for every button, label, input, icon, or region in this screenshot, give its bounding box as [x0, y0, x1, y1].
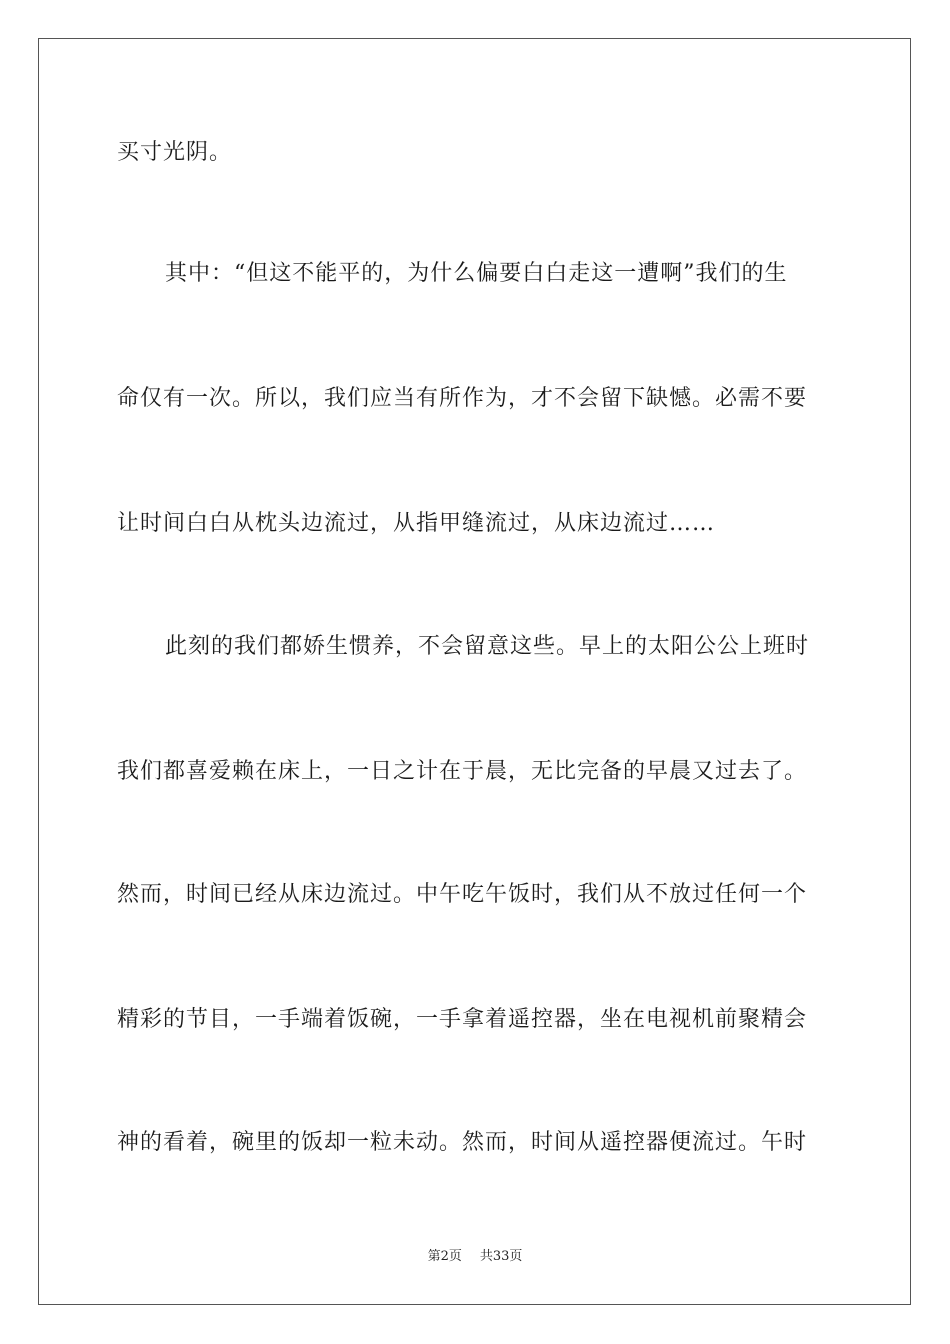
text-line-9: 神的看着，碗里的饭却一粒未动。然而，时间从遥控器便流过。午时 — [117, 1130, 808, 1155]
text-line-3: 命仅有一次。所以，我们应当有所作为，才不会留下缺憾。必需不要 — [117, 386, 808, 411]
text-line-8: 精彩的节目，一手端着饭碗，一手拿着遥控器，坐在电视机前聚精会 — [117, 1007, 808, 1032]
page-border — [38, 38, 911, 1305]
page-number: 第2页 — [427, 1249, 462, 1264]
text-line-2: 其中：“但这不能平的，为什么偏要白白走这一遭啊”我们的生 — [165, 261, 788, 286]
text-line-6: 我们都喜爱赖在床上，一日之计在于晨，无比完备的早晨又过去了。 — [117, 759, 808, 784]
text-line-4: 让时间白白从枕头边流过，从指甲缝流过，从床边流过…… — [117, 511, 716, 536]
page-total: 共33页 — [479, 1249, 523, 1264]
text-line-1: 买寸光阴。 — [117, 140, 233, 165]
page-footer — [0, 1248, 950, 1266]
text-line-5: 此刻的我们都娇生惯养，不会留意这些。早上的太阳公公上班时 — [165, 634, 810, 659]
text-line-7: 然而，时间已经从床边流过。中午吃午饭时，我们从不放过任何一个 — [117, 882, 808, 907]
